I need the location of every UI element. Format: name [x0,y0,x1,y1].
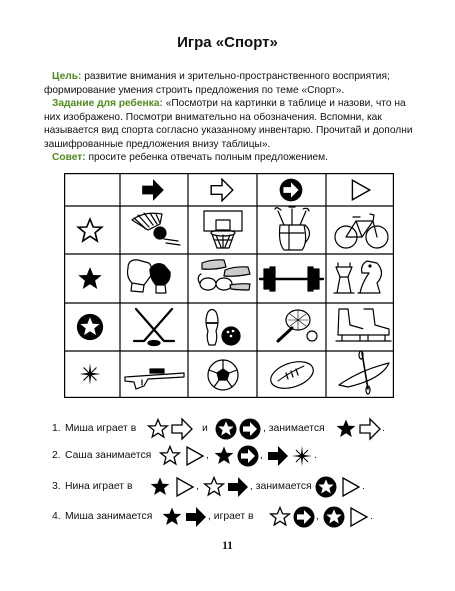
sentence-text: Миша занимается [65,511,153,522]
sentence-text: , [316,511,319,522]
star-black-icon [78,267,102,289]
barbell-icon [260,267,323,291]
sentence-text: и [202,423,208,434]
star-black-icon [212,444,236,468]
sentence-text: , [260,450,263,461]
triangle-outline-icon [172,475,196,499]
triangle-outline-icon [338,475,362,499]
sentence-text: Саша занимается [65,450,152,461]
sentence-2 [52,444,342,470]
star-outline-icon [146,417,170,441]
chess-pieces-icon [334,261,382,293]
arrow-black-icon [142,179,164,201]
sparkle-icon [79,363,101,385]
circle-star-icon [77,314,103,340]
circle-arrow-icon [280,179,303,202]
arrow-outline-icon [358,417,382,441]
triangle-outline-icon [352,180,369,200]
advice-text: просите ребенка отвечать полным предложением. [88,152,329,163]
star-outline-icon [202,475,226,499]
basketball-hoop-icon [204,211,242,248]
arrow-black-icon [226,475,250,499]
rifle-icon [125,369,184,389]
advice-label: Совет: [52,152,86,163]
circle-arrow-icon [238,417,262,441]
star-outline-icon [78,219,102,241]
sentence-1 [52,417,392,443]
task-paragraph [44,97,414,151]
boxing-gloves-icon [128,260,171,293]
sentence-text: . [382,423,385,434]
sentence-text: Миша играет в [65,423,137,434]
bicycle-icon [335,214,388,248]
sparkle-icon [290,444,314,468]
shuttlecock-icon [132,213,180,245]
sentence-number: 4. [52,511,61,522]
goal-label: Цель: [52,71,82,82]
sentence-text: , [206,450,209,461]
sentence-number: 1. [52,423,61,434]
star-black-icon [148,475,172,499]
star-black-icon [160,505,184,529]
goal-text: развитие внимания и зрительно-пространственного восприятия; формирование умения строить предложения по теме «Спорт». [44,71,390,96]
sentence-text: , играет в [208,511,254,522]
circle-arrow-icon [236,444,260,468]
sentence-3 [52,475,365,501]
triangle-outline-icon [182,444,206,468]
arrow-black-icon [184,505,208,529]
tennis-racket-icon [278,310,317,341]
sentence-4 [52,505,392,531]
flippers-mask-icon [198,260,250,290]
star-black-icon [334,417,358,441]
task-text: «Посмотри на картинки в таблице и назови, что на них изображено. Посмотри внимательно на обозначения. Вспомни, как называется вид спорта согласно указанному инвентарю. Прочитай и дополни зашифрованные предложения внизу таблицы». [44,98,413,150]
golf-bag-icon [275,207,310,250]
kayak-icon [339,351,389,394]
star-outline-icon [268,505,292,529]
triangle-outline-icon [346,505,370,529]
task-label: Задание для ребенка: [52,98,163,109]
sentence-text: . [362,481,365,492]
arrow-outline-icon [211,179,233,201]
bowling-icon [206,310,240,346]
hockey-sticks-icon [134,309,174,346]
arrow-outline-icon [170,417,194,441]
sentence-text: , [196,481,199,492]
sentence-text: . [314,450,317,461]
sentence-text: , занимается [263,423,325,434]
rugby-ball-icon [267,357,316,393]
sentence-text: , занимается [250,481,312,492]
advice-paragraph [44,151,414,165]
circle-star-icon [214,417,238,441]
arrow-black-icon [266,444,290,468]
page-title: Игра «Спорт» [177,34,278,51]
soccer-ball-icon [208,360,238,390]
sport-grid [64,173,394,398]
sentence-number: 3. [52,481,61,492]
sentence-text: . [370,511,373,522]
sentence-number: 2. [52,450,61,461]
ice-skates-icon [336,309,391,341]
page-number: 11 [222,540,233,552]
circle-star-icon [322,505,346,529]
circle-star-icon [314,475,338,499]
star-outline-icon [158,444,182,468]
circle-arrow-icon [292,505,316,529]
sentence-text: Нина играет в [65,481,133,492]
goal-paragraph [44,70,414,97]
